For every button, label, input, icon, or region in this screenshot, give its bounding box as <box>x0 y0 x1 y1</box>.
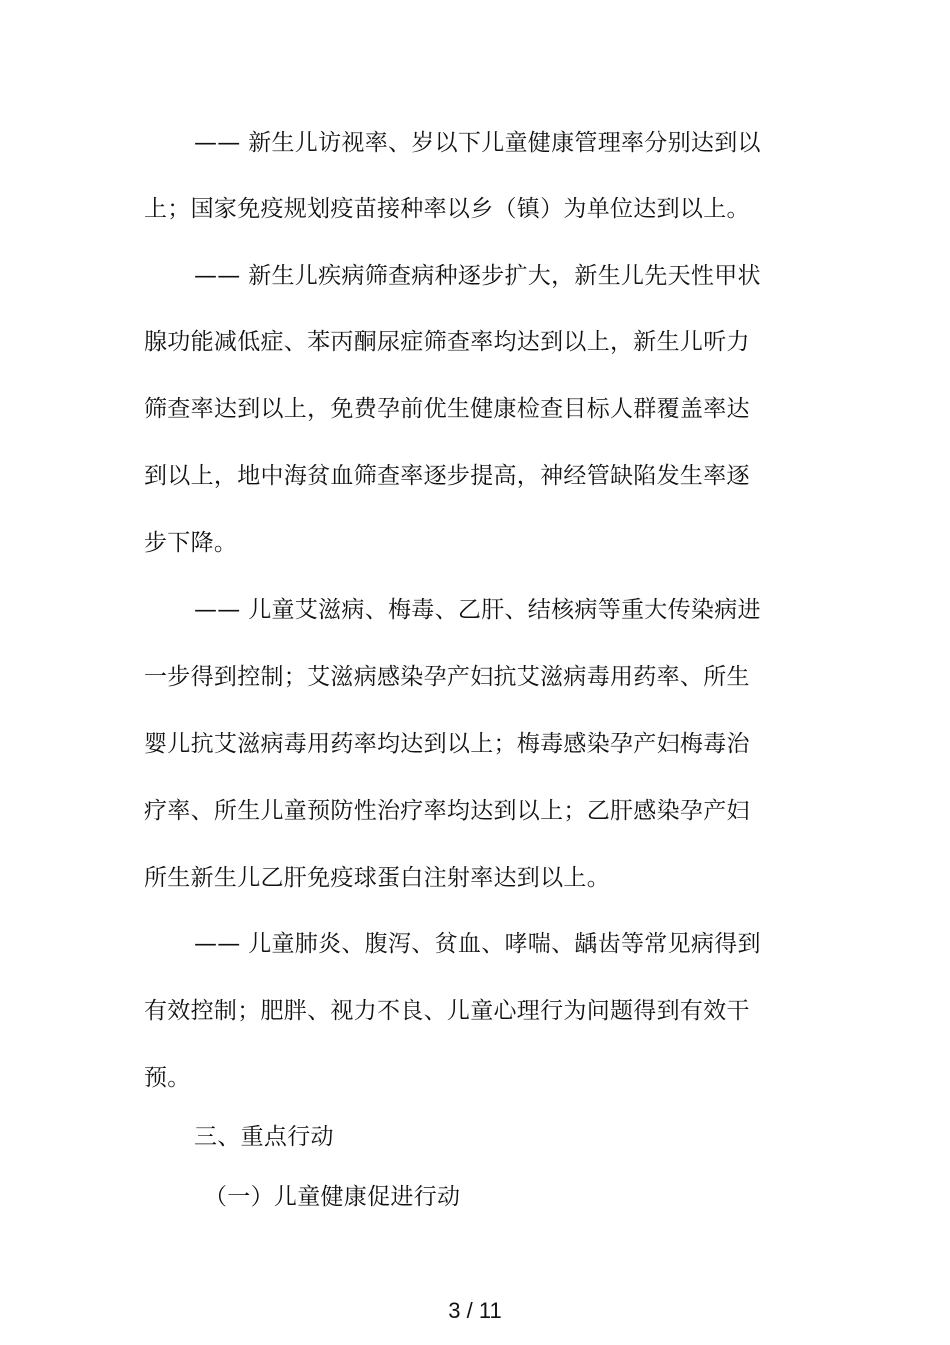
paragraph-line: 预。 <box>144 1065 191 1091</box>
paragraph-line: 筛查率达到以上，免费孕前优生健康检查目标人群覆盖率达 <box>144 396 750 422</box>
paragraph-line: 婴儿抗艾滋病毒用药率均达到以上；梅毒感染孕产妇梅毒治 <box>144 731 750 757</box>
paragraph-line: —— 儿童肺炎、腹泻、贫血、哮喘、龋齿等常见病得到 <box>194 931 761 957</box>
paragraph-line: 所生新生儿乙肝免疫球蛋白注射率达到以上。 <box>144 865 610 891</box>
page-number: 3 / 11 <box>448 1298 502 1323</box>
paragraph-line: 一步得到控制；艾滋病感染孕产妇抗艾滋病毒用药率、所生 <box>144 664 750 690</box>
section-heading: 三、重点行动 <box>194 1124 334 1150</box>
paragraph-line: —— 新生儿疾病筛查病种逐步扩大，新生儿先天性甲状 <box>194 263 761 289</box>
paragraph-line: 有效控制；肥胖、视力不良、儿童心理行为问题得到有效干 <box>144 998 750 1024</box>
paragraph-line: —— 儿童艾滋病、梅毒、乙肝、结核病等重大传染病进 <box>194 597 761 623</box>
paragraph-line: 疗率、所生儿童预防性治疗率均达到以上；乙肝感染孕产妇 <box>144 798 750 824</box>
paragraph-line: 腺功能减低症、苯丙酮尿症筛查率均达到以上，新生儿听力 <box>144 329 750 355</box>
paragraph-line: —— 新生儿访视率、岁以下儿童健康管理率分别达到以 <box>194 130 761 156</box>
paragraph-line: 上；国家免疫规划疫苗接种率以乡（镇）为单位达到以上。 <box>144 196 750 222</box>
paragraph-line: 步下降。 <box>144 530 238 556</box>
subsection-heading: （一）儿童健康促进行动 <box>204 1184 461 1210</box>
paragraph-line: 到以上，地中海贫血筛查率逐步提高，神经管缺陷发生率逐 <box>144 463 750 489</box>
